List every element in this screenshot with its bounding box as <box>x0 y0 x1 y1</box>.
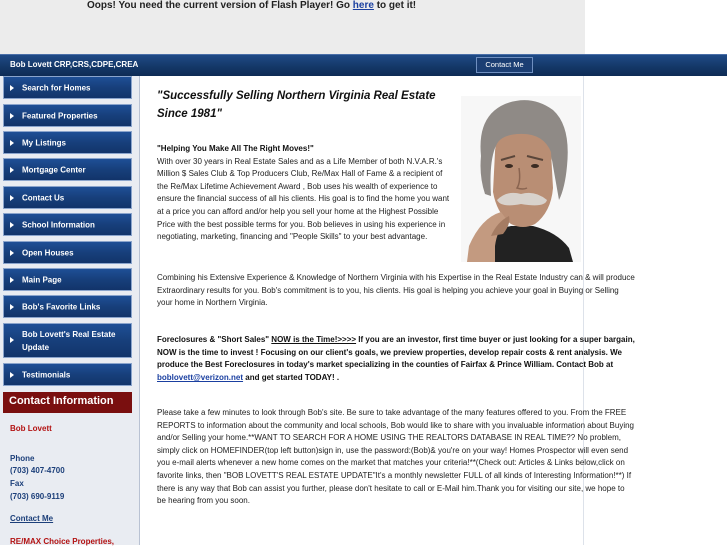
intro-heading: "Helping You Make All The Right Moves!" <box>157 144 314 153</box>
arrow-bullet-icon <box>10 372 14 378</box>
nav-label: School Information <box>22 220 95 229</box>
fax-number: (703) 690-9119 <box>10 492 65 501</box>
arrow-bullet-icon <box>10 140 14 146</box>
tagline-line-1: "Successfully Selling Northern Virginia Real Estate <box>157 90 436 102</box>
agent-photo <box>461 96 581 262</box>
header-bar <box>0 54 727 77</box>
contact-information-heading: Contact Information <box>3 392 132 413</box>
contact-me-button[interactable]: Contact Me <box>476 57 533 73</box>
arrow-bullet-icon <box>10 113 14 119</box>
nav-mortgage-center[interactable] <box>3 158 132 181</box>
nav-testimonials[interactable] <box>3 363 132 386</box>
email-link[interactable]: boblovett@verizon.net <box>157 372 244 382</box>
nav-open-houses[interactable] <box>3 241 132 264</box>
arrow-bullet-icon <box>10 85 14 91</box>
office-name: RE/MAX Choice Properties, <box>10 537 115 546</box>
phone-number: (703) 407-4700 <box>10 466 65 475</box>
nav-label: Testimonials <box>22 370 71 379</box>
nav-label: My Listings <box>22 138 67 147</box>
flash-notice-bar <box>0 0 585 54</box>
nav-label: Contact Us <box>22 193 65 202</box>
flash-notice <box>87 0 416 11</box>
welcome-paragraph: Please take a few minutes to look through Bob's site. Be sure to take advantage of the many features offered to you. From the FREE REPORTS to information about the community and local schools, Bob would like to share with you invaluable information about Buying and/or Selling your home.**WANT TO SEARCH FOR A HOME USING THE REALTORS DATABASE IN REAL TIME?? No problem, simply click on HOMEFINDER(top left button)sign in, use the password:(Bob)& you're on your way! Homes Prospector will even send you e-mail alerts whenever a new home comes on the market that matches your criteria!**(Check out: Articles & Links below,click on favorite links, then "BOB LOVETT'S REAL ESTATE UPDATE"It's a monthly newsletter FULL of all kinds of Interesting Information!**) If there is any way that Bob can assist you further, please don't hesitate to call or E-Mail him.Thank you for visiting our site, we hope to be hearing from you soon. <box>157 408 634 506</box>
nav-contact-us[interactable] <box>3 186 132 209</box>
flash-notice-text: Oops! You need the current version of Flash Player! Go <box>87 0 353 11</box>
nav-label: Bob Lovett's Real Estate Update <box>22 329 116 352</box>
foreclosures-lead: Foreclosures & "Short Sales" <box>157 335 272 344</box>
tagline-line-2: Since 1981" <box>157 108 222 120</box>
nav-label: Featured Properties <box>22 111 98 120</box>
nav-search-for-homes[interactable] <box>3 76 132 99</box>
arrow-bullet-icon <box>10 277 14 283</box>
intro-body: With over 30 years in Real Estate Sales and as a Life Member of both N.V.A.R.'s Million $ Sales Club & Top Producers Club, Re/Max Hall of Fame & a recipient of the Re/Max Lifetime Achievement Award , Bob uses his wealth of experience to ensure the financial success of all his clients. His goal is to find the home you want at a price you can afford and/or help you sell your home at the Highest Possible Price with the best possible terms for you. Bob believes in using his experience in negotiating, marketing, financing and "People Skills" to your best advantage. <box>157 156 450 242</box>
foreclosures-body: If you are an investor, first time buyer or just looking for a super bargain, NOW is the time to invest ! Focusing on our client's goals, we preview properties, develop repair costs & rent analysis. We produce the Best Foreclosures in today's market specializing in the counties of Fairfax & Prince William. Contact Bob at <box>157 335 635 370</box>
agent-name: Bob Lovett <box>10 424 52 433</box>
arrow-bullet-icon <box>10 195 14 201</box>
nav-favorite-links[interactable] <box>3 295 132 318</box>
flash-right-panel <box>585 0 727 54</box>
nav-label: Main Page <box>22 275 62 284</box>
arrow-bullet-icon <box>10 337 14 343</box>
phone-label: Phone <box>10 454 35 463</box>
intro-paragraph <box>157 143 455 244</box>
foreclosures-paragraph <box>157 334 635 384</box>
nav-label: Mortgage Center <box>22 165 86 174</box>
nav-featured-properties[interactable] <box>3 104 132 127</box>
nav-my-listings[interactable] <box>3 131 132 154</box>
nav-label: Open Houses <box>22 248 74 257</box>
contact-me-link[interactable]: Contact Me <box>10 514 54 523</box>
arrow-bullet-icon <box>10 222 14 228</box>
site-name: Bob Lovett CRP,CRS,CDPE,CREA <box>10 60 139 69</box>
arrow-bullet-icon <box>10 304 14 310</box>
nav-main-page[interactable] <box>3 268 132 291</box>
arrow-bullet-icon <box>10 250 14 256</box>
foreclosures-tail: and get started TODAY! . <box>243 372 340 382</box>
nav-real-estate-update[interactable] <box>3 323 132 358</box>
tagline <box>157 87 457 123</box>
flash-download-link[interactable]: here <box>352 0 374 11</box>
flash-notice-text-end: to get it! <box>373 0 417 11</box>
nav-school-information[interactable] <box>3 213 132 236</box>
arrow-bullet-icon <box>10 167 14 173</box>
nav-label: Bob's Favorite Links <box>22 302 101 311</box>
fax-label: Fax <box>10 479 24 488</box>
experience-paragraph: Combining his Extensive Experience & Knowledge of Northern Virginia with his Expertise in the Real Estate Industry can & will produce Extraordinary results for you. Bob's commitment is to you, his clients. His goal is helping you achieve your goal in Buying or Selling your home in Northern Virginia. <box>157 273 635 308</box>
now-is-the-time-link[interactable]: NOW is the Time!>>>> <box>271 335 357 344</box>
nav-label: Search for Homes <box>22 83 91 92</box>
